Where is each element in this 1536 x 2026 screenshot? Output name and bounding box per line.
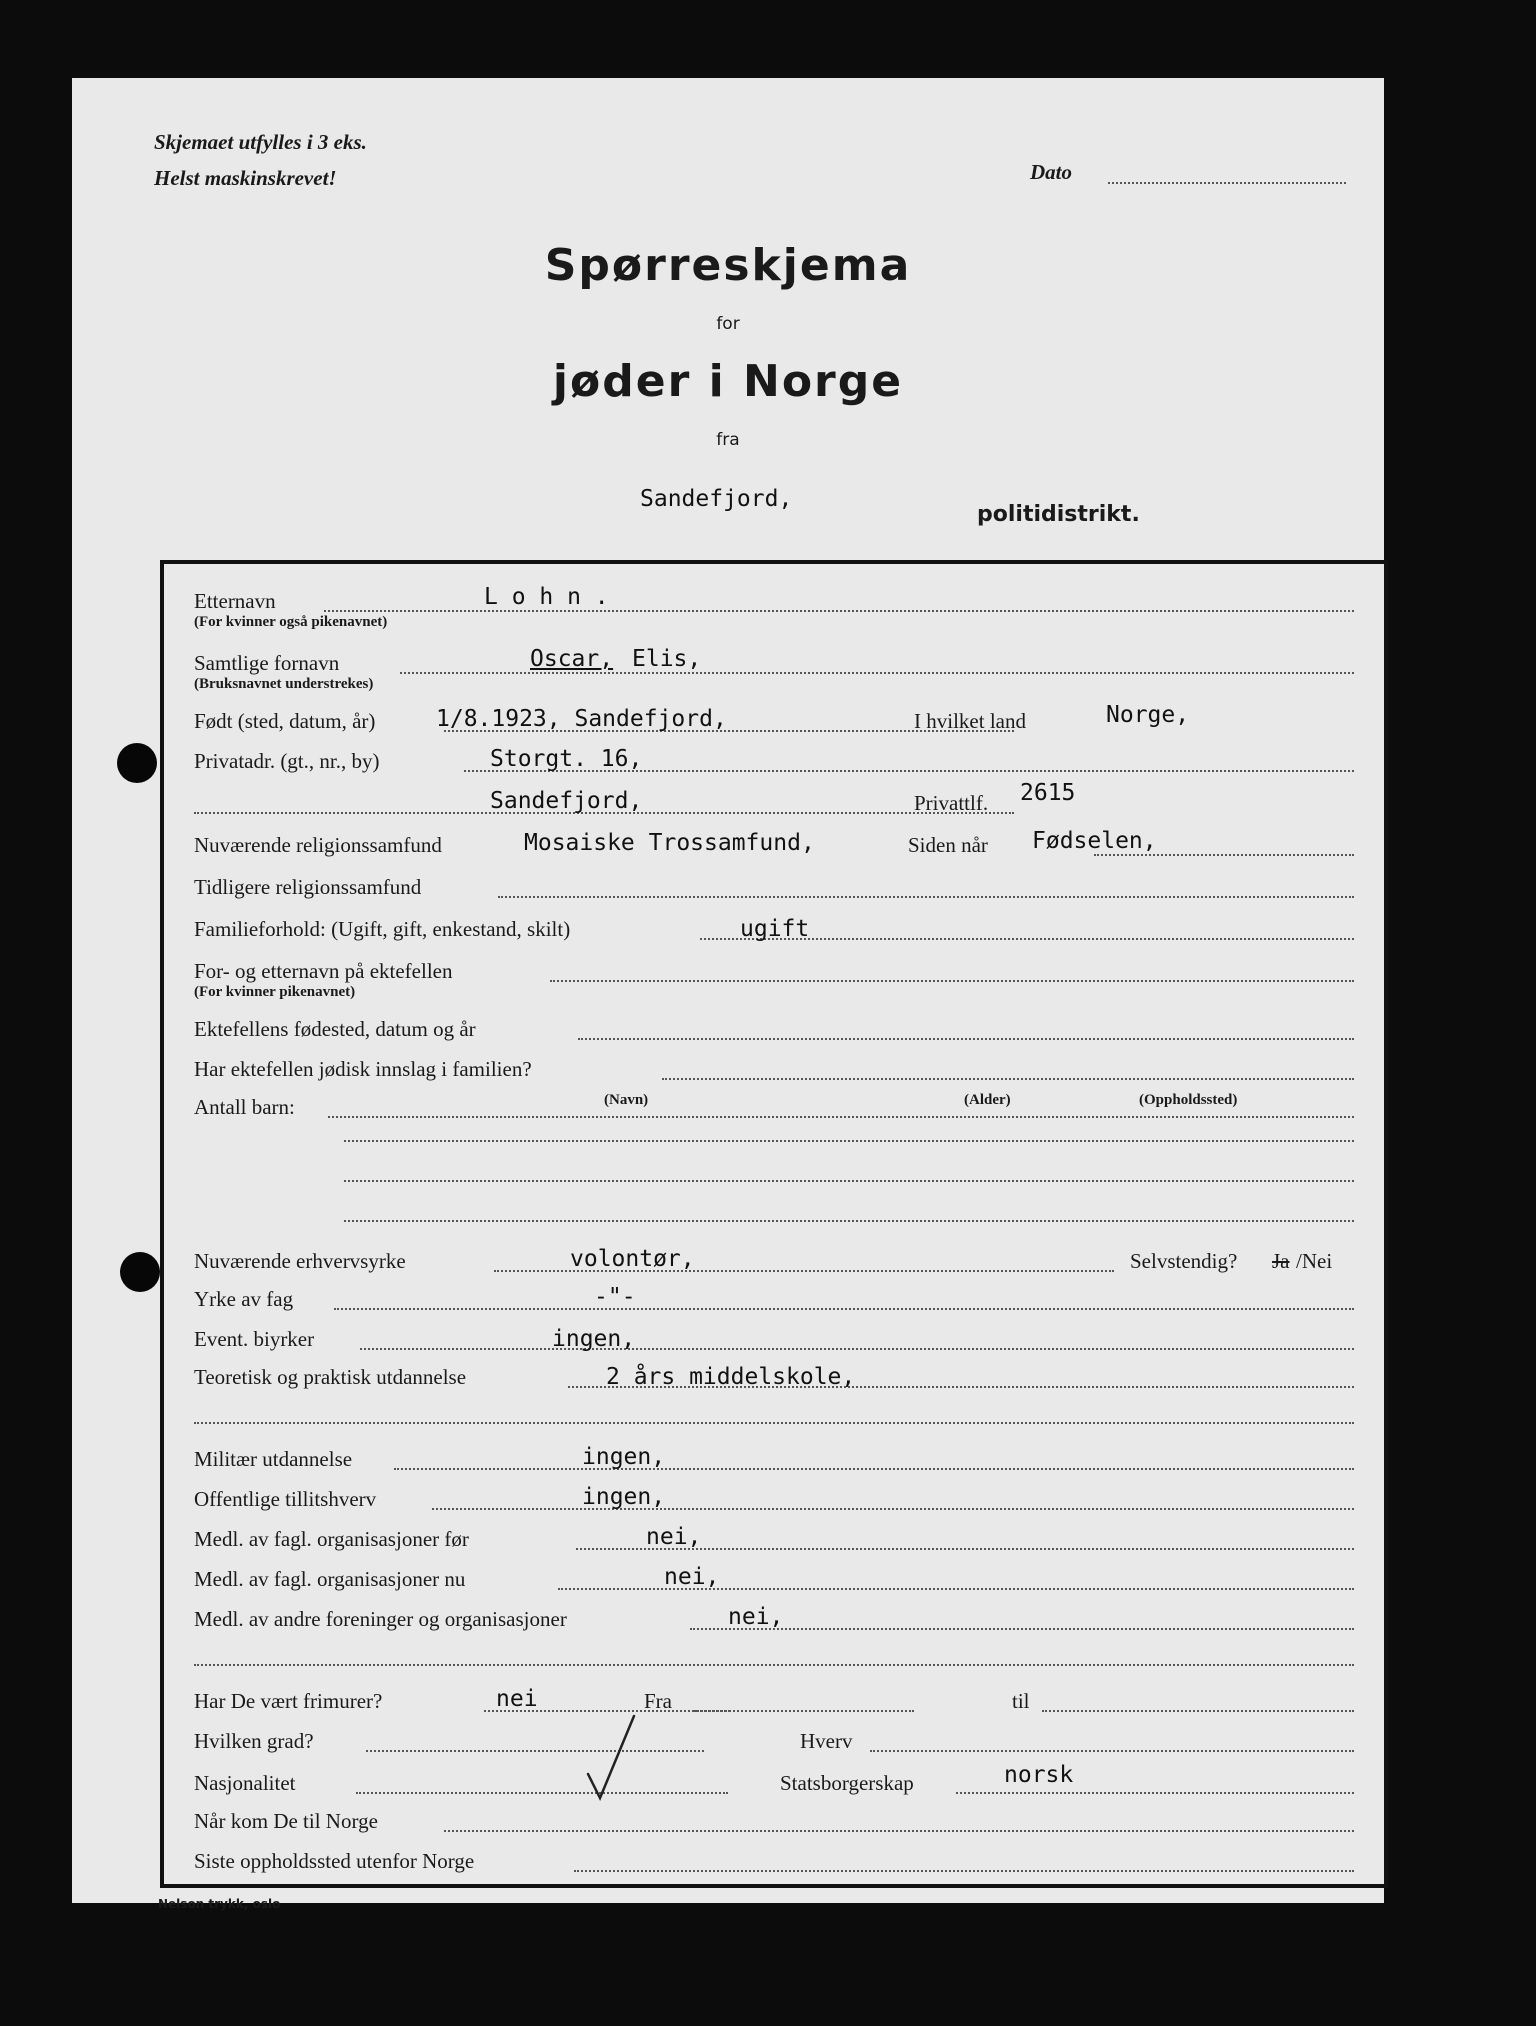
side-jobs-value[interactable]: ingen,	[552, 1326, 636, 1352]
education-label: Teoretisk og praktisk utdannelse	[194, 1365, 467, 1389]
col-age: (Alder)	[964, 1092, 1011, 1108]
side-jobs-label: Event. biyrker	[194, 1327, 315, 1351]
since-value[interactable]: Fødselen,	[1032, 828, 1157, 854]
religion-label: Nuværende religionssamfund	[194, 833, 442, 857]
field-born	[194, 704, 1354, 736]
children-line-1[interactable]	[344, 1140, 1354, 1142]
field-family	[194, 912, 1354, 944]
field-education	[194, 1360, 1354, 1392]
office-label: Hverv	[800, 1729, 853, 1753]
field-religion	[194, 828, 1354, 860]
for-word: for	[716, 314, 740, 334]
occupation-label: Nuværende erhvervsyrke	[194, 1249, 406, 1273]
from-line[interactable]	[694, 1710, 914, 1712]
field-military	[194, 1442, 1354, 1474]
to-line[interactable]	[1042, 1710, 1354, 1712]
field-address	[194, 744, 1354, 776]
office-line[interactable]	[870, 1750, 1354, 1752]
field-arrival	[194, 1804, 1354, 1836]
field-degree	[194, 1724, 1354, 1756]
trade-value[interactable]: -"-	[594, 1284, 636, 1310]
family-label: Familieforhold: (Ugift, gift, enkestand, skilt)	[194, 917, 571, 941]
field-public	[194, 1482, 1354, 1514]
spouse-jewish-label: Har ektefellen jødisk innslag i familien?	[194, 1057, 532, 1081]
union-now-value[interactable]: nei,	[664, 1564, 720, 1590]
instruction-line-2: Helst maskinskrevet!	[154, 166, 337, 190]
field-spouse-jewish	[194, 1052, 1354, 1084]
independent-yes[interactable]: Ja	[1272, 1249, 1290, 1273]
address-label: Privatadr. (gt., nr., by)	[194, 749, 380, 773]
religion-value[interactable]: Mosaiske Trossamfund,	[524, 830, 815, 856]
citizenship-value[interactable]: norsk	[1004, 1762, 1074, 1788]
phone-value[interactable]: 2615	[1020, 780, 1076, 806]
arrival-label: Når kom De til Norge	[194, 1809, 378, 1833]
other-orgs-value[interactable]: nei,	[728, 1604, 784, 1630]
last-abroad-label: Siste oppholdssted utenfor Norge	[194, 1849, 475, 1873]
field-occupation	[194, 1244, 1354, 1276]
prev-religion-label: Tidligere religionssamfund	[194, 875, 422, 899]
children-line-3[interactable]	[344, 1220, 1354, 1222]
other-orgs-label: Medl. av andre foreninger og organisasjoner	[194, 1607, 567, 1631]
citizenship-label: Statsborgerskap	[780, 1771, 914, 1795]
education-line-2[interactable]	[194, 1422, 1354, 1424]
spouse-sub: (For kvinner pikenavnet)	[194, 984, 356, 1000]
union-before-value[interactable]: nei,	[646, 1524, 702, 1550]
spouse-label: For- og etternavn på ektefellen	[194, 959, 453, 983]
trade-label: Yrke av fag	[194, 1287, 294, 1311]
nationality-label: Nasjonalitet	[194, 1771, 296, 1795]
firstnames-value-underlined[interactable]: Oscar,	[530, 646, 614, 672]
military-value[interactable]: ingen,	[582, 1444, 666, 1470]
since-label: Siden når	[908, 833, 988, 857]
surname-value[interactable]: L o h n .	[484, 584, 609, 610]
punch-hole-bottom	[120, 1252, 160, 1292]
born-label: Født (sted, datum, år)	[194, 709, 376, 733]
form-subtitle: jøder i Norge	[552, 356, 904, 407]
firstnames-sub: (Bruksnavnet understrekes)	[194, 676, 374, 692]
country-label: I hvilket land	[914, 709, 1026, 733]
address-value-line2[interactable]: Sandefjord,	[490, 788, 643, 814]
district-label: politidistrikt.	[977, 502, 1140, 527]
field-surname	[194, 584, 1354, 630]
surname-sub: (For kvinner også pikenavnet)	[194, 614, 388, 630]
date-line[interactable]	[1108, 182, 1346, 184]
field-freemason	[194, 1684, 1354, 1716]
military-label: Militær utdannelse	[194, 1447, 353, 1471]
education-value[interactable]: 2 års middelskole,	[606, 1364, 856, 1390]
citizenship-line[interactable]	[956, 1792, 1354, 1794]
field-nationality	[194, 1762, 1354, 1798]
firstnames-value-rest[interactable]: Elis,	[632, 646, 702, 672]
union-before-label: Medl. av fagl. organisasjoner før	[194, 1527, 469, 1551]
field-union-now	[194, 1562, 1354, 1594]
public-value[interactable]: ingen,	[582, 1484, 666, 1510]
date-label: Dato	[1030, 160, 1072, 184]
degree-label: Hvilken grad?	[194, 1729, 314, 1753]
to-label: til	[1012, 1689, 1030, 1713]
col-name: (Navn)	[604, 1092, 649, 1108]
independent-label: Selvstendig?	[1130, 1249, 1238, 1273]
country-value[interactable]: Norge,	[1106, 702, 1190, 728]
family-value[interactable]: ugift	[740, 916, 810, 942]
field-spouse	[194, 954, 1354, 1000]
field-other-orgs	[194, 1602, 1354, 1634]
field-firstnames	[194, 646, 1354, 692]
checkmark-icon	[582, 1712, 642, 1802]
freemason-value[interactable]: nei	[496, 1686, 538, 1712]
children-line-2[interactable]	[344, 1180, 1354, 1182]
instruction-line-1: Skjemaet utfylles i 3 eks.	[154, 130, 367, 154]
surname-label: Etternavn	[194, 589, 276, 613]
public-label: Offentlige tillitshverv	[194, 1487, 377, 1511]
occupation-value[interactable]: volontør,	[570, 1246, 695, 1272]
punch-hole-top	[117, 743, 157, 783]
address-value-line1[interactable]: Storgt. 16,	[490, 746, 643, 772]
other-orgs-line-2[interactable]	[194, 1664, 1354, 1666]
field-prev-religion	[194, 870, 1354, 902]
field-last-abroad	[194, 1844, 1354, 1876]
field-side-jobs	[194, 1322, 1354, 1354]
field-union-before	[194, 1522, 1354, 1554]
children-label: Antall barn:	[194, 1095, 295, 1119]
from-label: Fra	[644, 1689, 672, 1713]
form-box	[160, 560, 1388, 1888]
spouse-birth-label: Ektefellens fødested, datum og år	[194, 1017, 476, 1041]
born-value[interactable]: 1/8.1923, Sandefjord,	[436, 706, 727, 732]
firstnames-label: Samtlige fornavn	[194, 651, 340, 675]
district-value[interactable]: Sandefjord,	[640, 486, 793, 512]
fra-word: fra	[716, 430, 740, 450]
col-residence: (Oppholdssted)	[1139, 1092, 1238, 1108]
field-trade	[194, 1282, 1354, 1314]
independent-no[interactable]: /Nei	[1296, 1249, 1333, 1273]
form-title: Spørreskjema	[544, 240, 912, 291]
phone-label: Privattlf.	[914, 791, 989, 815]
field-spouse-birth	[194, 1012, 1354, 1044]
freemason-label: Har De vært frimurer?	[194, 1689, 383, 1713]
union-now-label: Medl. av fagl. organisasjoner nu	[194, 1567, 466, 1591]
printer-credit: Nelson trykk, oslo	[158, 1897, 281, 1911]
field-address-line2	[194, 780, 1354, 818]
